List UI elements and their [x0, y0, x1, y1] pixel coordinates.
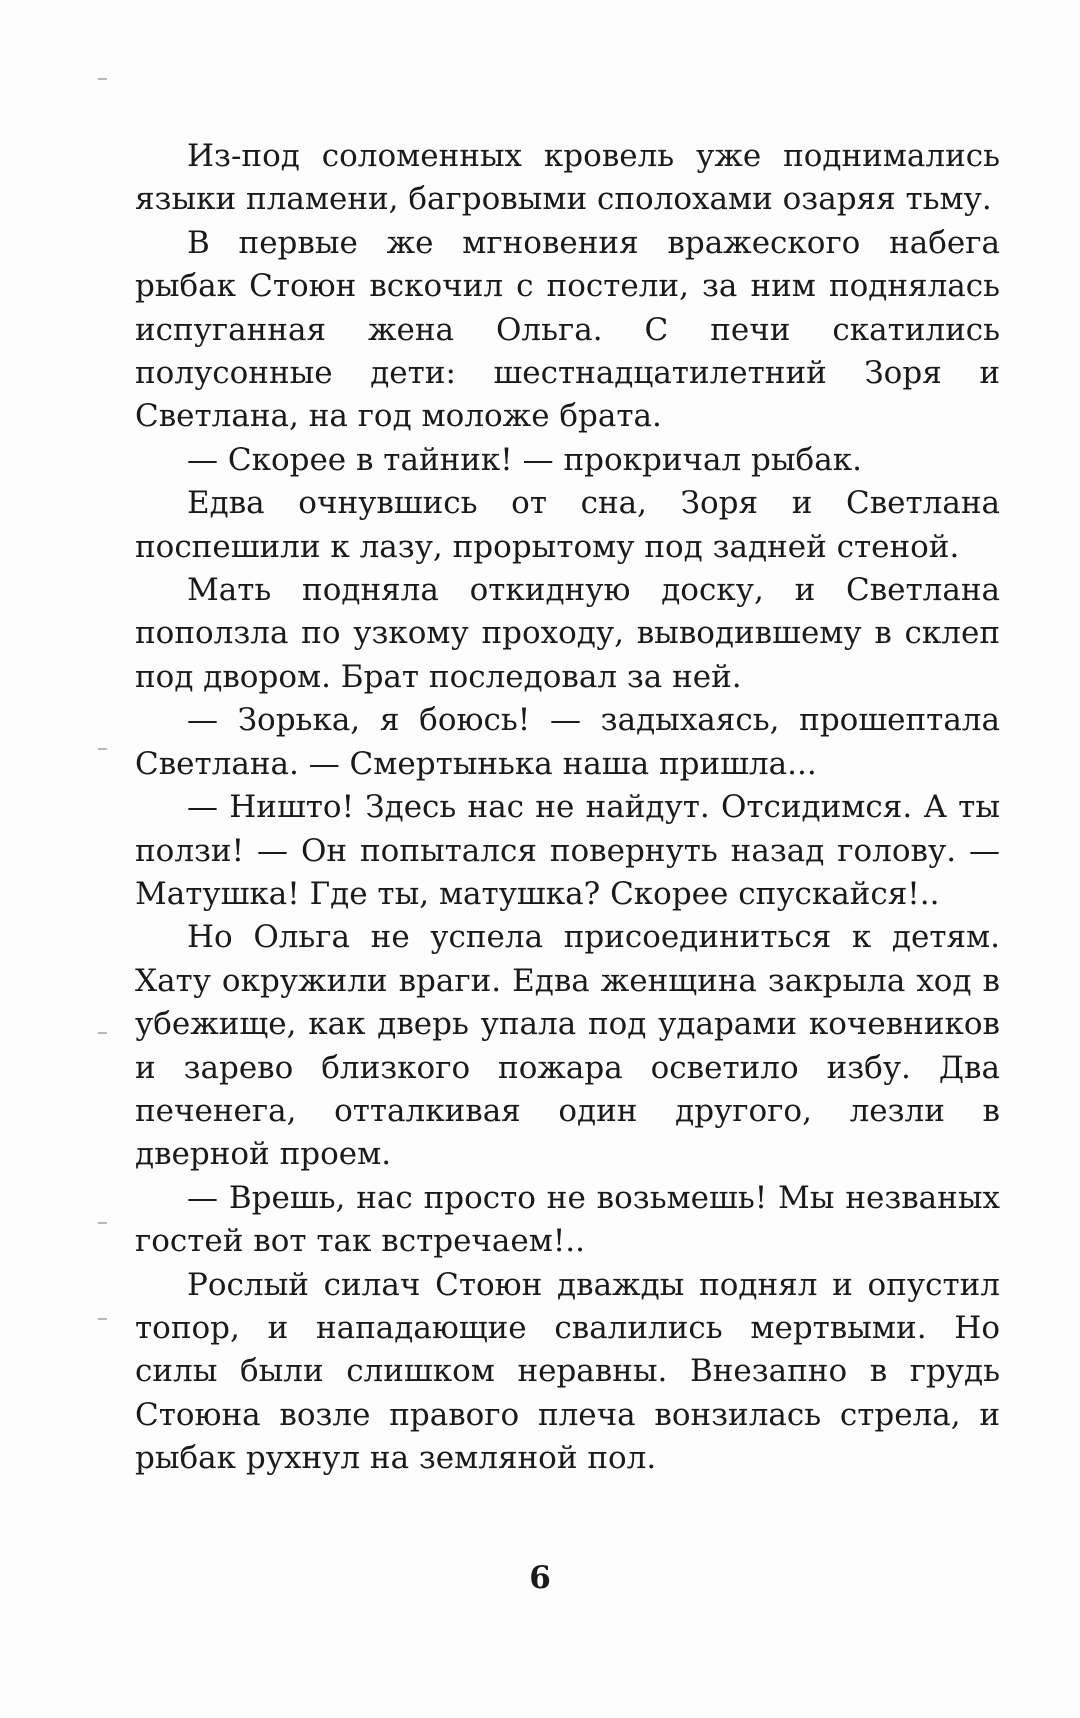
page-text: [135, 135, 1000, 1481]
paragraph-8: Но Ольга не успела присоединиться к детям. Хату окружили враги. Едва женщина закрыла ход в убежище, как дверь упала под ударами кочевников и зарево близкого пожара осветило избу. Два печенега, отталкивая один другого, лезли в дверной проем.: [135, 919, 1000, 1173]
paragraph-7: — Ништо! Здесь нас не найдут. Отсидимся. А ты ползи! — Он попытался повернуть назад голову. — Матушка! Где ты, матушка? Скорее спускайся!..: [135, 789, 1000, 912]
paragraph-3: — Скорее в тайник! — прокричал рыбак.: [187, 441, 862, 478]
page-number: 6: [529, 1560, 551, 1596]
margin-mark: [98, 1222, 107, 1224]
margin-mark: [98, 748, 107, 750]
margin-mark: [98, 1032, 107, 1034]
margin-mark: [98, 1318, 107, 1320]
margin-mark: [98, 78, 107, 80]
paragraph-10: Рослый силач Стоюн дважды поднял и опустил топор, и нападающие свалились мертвыми. Но силы были слишком неравны. Внезапно в грудь Стоюна возле правого плеча вонзилась стрела, и рыбак рухнул на земляной пол.: [135, 1266, 1000, 1477]
paragraph-4: Едва очнувшись от сна, Зоря и Светлана поспешили к лазу, прорытому под задней стеной.: [135, 485, 1000, 565]
paragraph-5: Мать подняла откидную доску, и Светлана поползла по узкому проходу, выводившему в склеп под двором. Брат последовал за ней.: [135, 572, 1000, 695]
paragraph-9: — Врешь, нас просто не возьмешь! Мы незваных гостей вот так встречаем!..: [135, 1179, 1000, 1260]
paragraph-1: Из-под соломенных кровель уже поднимались языки пламени, багровыми сполохами озаряя тьму.: [135, 138, 1000, 218]
paragraph-2: В первые же мгновения вражеского набега рыбак Стоюн вскочил с постели, за ним поднялась испуганная жена Ольга. С печи скатились полусонные дети: шестнадцатилетний Зоря и Светлана, на год моложе брата.: [135, 224, 1000, 435]
paragraph-6: — Зорька, я боюсь! — задыхаясь, прошептала Светлана. — Смертынька наша пришла...: [135, 702, 1000, 782]
